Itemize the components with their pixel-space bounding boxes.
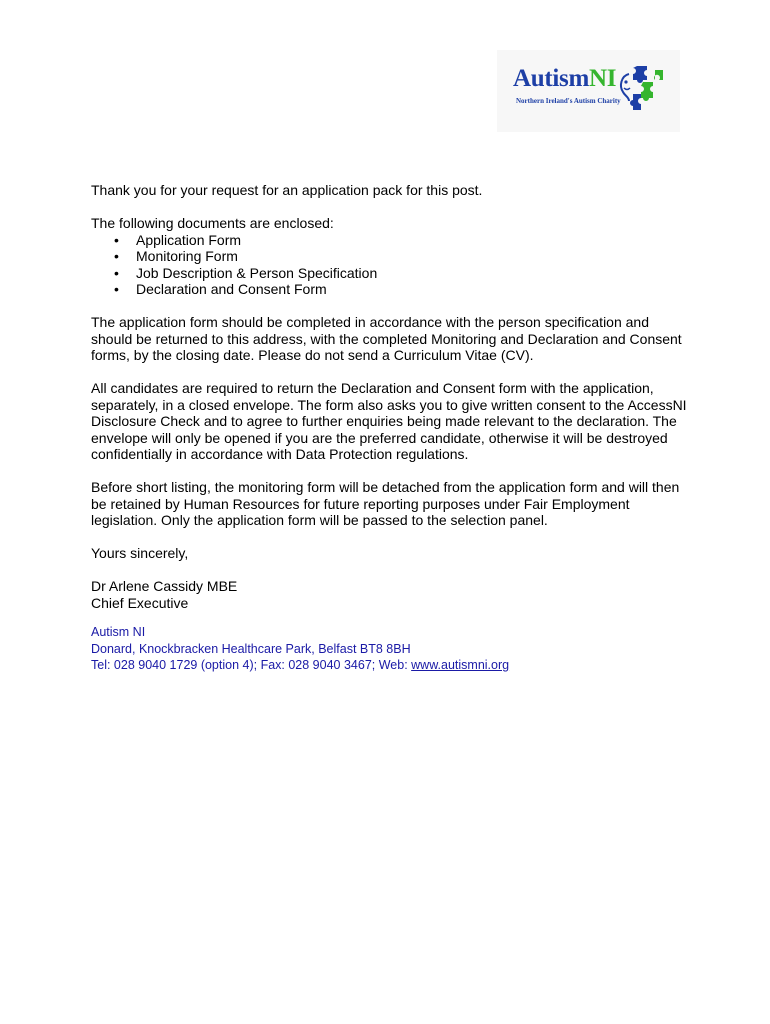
logo-name-autism: Autism — [513, 65, 589, 92]
list-item: • Declaration and Consent Form — [114, 281, 691, 298]
footer-address: Donard, Knockbracken Healthcare Park, Belfast BT8 8BH — [91, 641, 411, 656]
monitoring-paragraph: Before short listing, the monitoring form will be detached from the application form and will then be retained by Human Resources for future reporting purposes under Fair Employment legislation. Only the application form will be passed to the selection panel. — [91, 479, 680, 528]
signatory-name: Dr Arlene Cassidy MBE — [91, 578, 238, 594]
logo-tagline: Northern Ireland's Autism Charity — [516, 97, 621, 105]
website-link[interactable]: www.autismni.org — [411, 658, 510, 672]
footer-org-name: Autism NI — [91, 625, 146, 639]
footer-contact-line — [91, 657, 711, 674]
footer-phone-fax: Tel: 028 9040 1729 (option 4); Fax: 028 9040 3467; Web: — [91, 658, 412, 672]
completion-paragraph: The application form should be completed in accordance with the person specification and should be returned to this address, with the completed Monitoring and Declaration and Consent forms, by the closing date. Please do not send a Curriculum Vitae (CV). — [91, 314, 682, 363]
signatory-title: Chief Executive — [91, 594, 189, 611]
closing-salutation: Yours sincerely, — [91, 545, 189, 561]
logo-wordmark — [513, 66, 616, 91]
enclosed-heading: The following documents are enclosed: — [91, 215, 334, 231]
puzzle-piece-face-icon — [615, 64, 667, 116]
contact-footer — [91, 624, 711, 674]
declaration-paragraph: All candidates are required to return the Declaration and Consent form with the application, separately, in a closed envelope. The form also asks you to give written consent to the AccessNI Disclosure Check and to agree to further enquiries being made relevant to the declaration. The envelope will only be opened if you are the preferred candidate, otherwise it will be destroyed confidentially in accordance with Data Protection regulations. — [91, 380, 687, 462]
list-item: • Application Form — [114, 232, 691, 249]
letter-body — [91, 182, 691, 611]
enclosed-documents-list — [91, 232, 691, 298]
autism-ni-logo — [497, 50, 680, 132]
list-item: • Monitoring Form — [114, 248, 691, 265]
intro-paragraph: Thank you for your request for an application pack for this post. — [91, 182, 483, 198]
list-item: • Job Description & Person Specification — [114, 265, 691, 282]
logo-name-ni: NI — [588, 65, 617, 92]
